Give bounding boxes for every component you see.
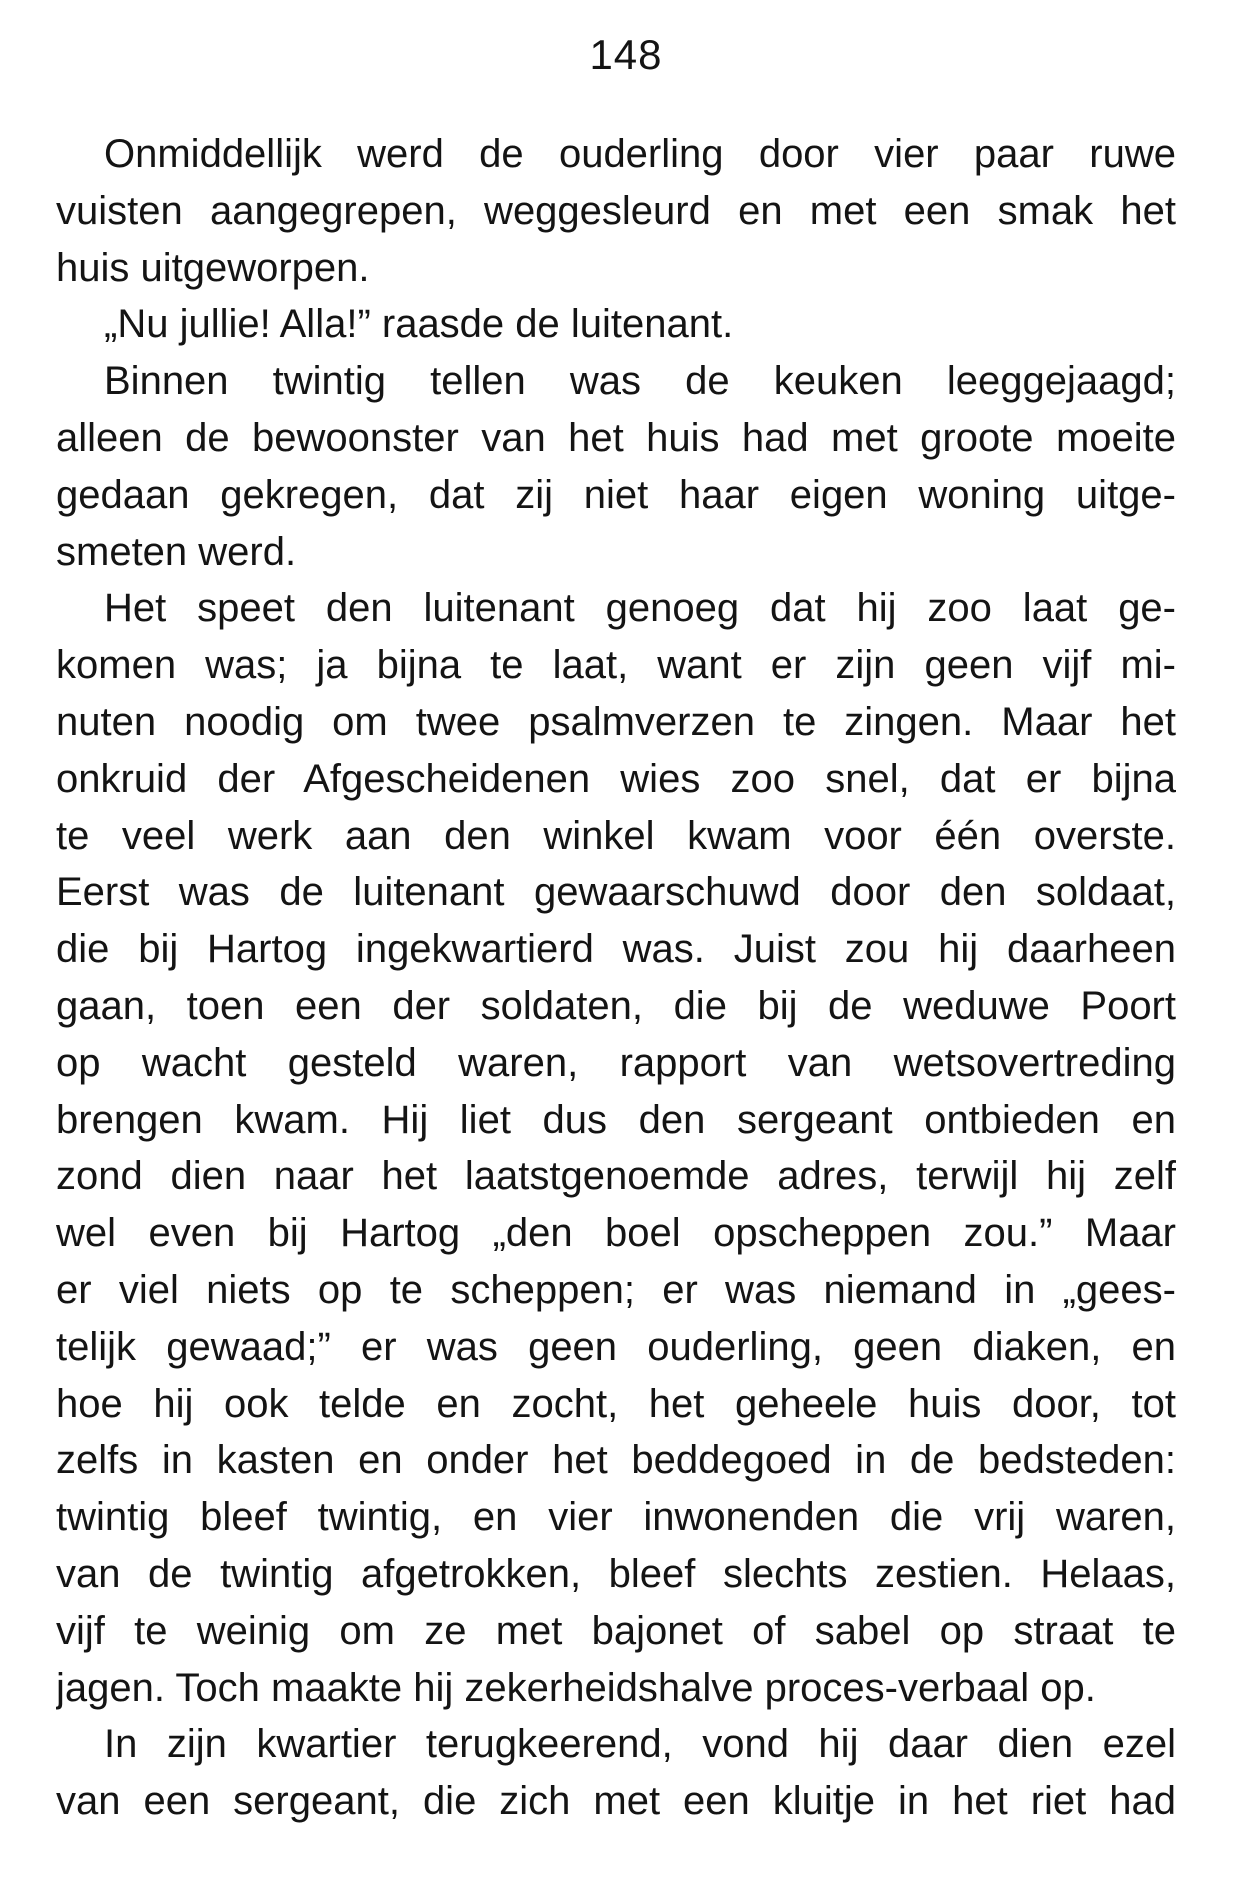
text-line: van een sergeant, die zich met een kluitje in het riet had — [56, 1779, 1176, 1824]
text-line: zond dien naar het laatstgenoemde adres, terwijl hij zelf — [56, 1154, 1176, 1199]
body-text — [56, 126, 1176, 1830]
text-line: huis uitgeworpen. — [56, 245, 370, 290]
text-line: gaan, toen een der soldaten, die bij de weduwe Poort — [56, 983, 1176, 1028]
text-line: jagen. Toch maakte hij zekerheidshalve proces-verbaal op. — [56, 1665, 1096, 1710]
text-line: onkruid der Afgescheidenen wies zoo snel, dat er bijna — [56, 756, 1176, 801]
text-line: Het speet den luitenant genoeg dat hij zoo laat ge- — [104, 586, 1176, 631]
text-line: wel even bij Hartog „den boel opscheppen zou.” Maar — [56, 1211, 1176, 1256]
text-line: komen was; ja bijna te laat, want er zijn geen vijf mi- — [56, 643, 1176, 688]
text-line: Onmiddellijk werd de ouderling door vier paar ruwe — [104, 132, 1176, 176]
text-line: er viel niets op te scheppen; er was niemand in „gees- — [56, 1267, 1176, 1312]
text-line: Binnen twintig tellen was de keuken leeggejaagd; — [104, 359, 1176, 404]
text-line: nuten noodig om twee psalmverzen te zingen. Maar het — [56, 699, 1176, 744]
text-line: vuisten aangegrepen, weggesleurd en met een smak het — [56, 188, 1176, 233]
text-line: twintig bleef twintig, en vier inwonenden die vrij waren, — [56, 1495, 1176, 1540]
text-line: vijf te weinig om ze met bajonet of sabel op straat te — [56, 1608, 1176, 1653]
text-line: op wacht gesteld waren, rapport van wetsovertreding — [56, 1040, 1176, 1085]
text-line: te veel werk aan den winkel kwam voor één overste. — [56, 813, 1176, 858]
text-line: zelfs in kasten en onder het beddegoed in de bedsteden: — [56, 1438, 1176, 1483]
text-line: alleen de bewoonster van het huis had met groote moeite — [56, 415, 1176, 460]
text-line: hoe hij ook telde en zocht, het geheele huis door, tot — [56, 1381, 1176, 1426]
text-line: telijk gewaad;” er was geen ouderling, geen diaken, en — [56, 1324, 1176, 1369]
page-number: 148 — [589, 31, 663, 78]
text-line: „Nu jullie! Alla!” raasde de luitenant. — [104, 302, 734, 347]
text-line: gedaan gekregen, dat zij niet haar eigen woning uitge- — [56, 472, 1176, 517]
text-line: brengen kwam. Hij liet dus den sergeant ontbieden en — [56, 1097, 1176, 1142]
text-line: Eerst was de luitenant gewaarschuwd door den soldaat, — [56, 870, 1176, 915]
text-line: die bij Hartog ingekwartierd was. Juist zou hij daarheen — [56, 927, 1176, 972]
text-line: In zijn kwartier terugkeerend, vond hij daar dien ezel — [104, 1722, 1176, 1767]
text-line: smeten werd. — [56, 529, 297, 574]
text-line: van de twintig afgetrokken, bleef slechts zestien. Helaas, — [56, 1551, 1176, 1596]
